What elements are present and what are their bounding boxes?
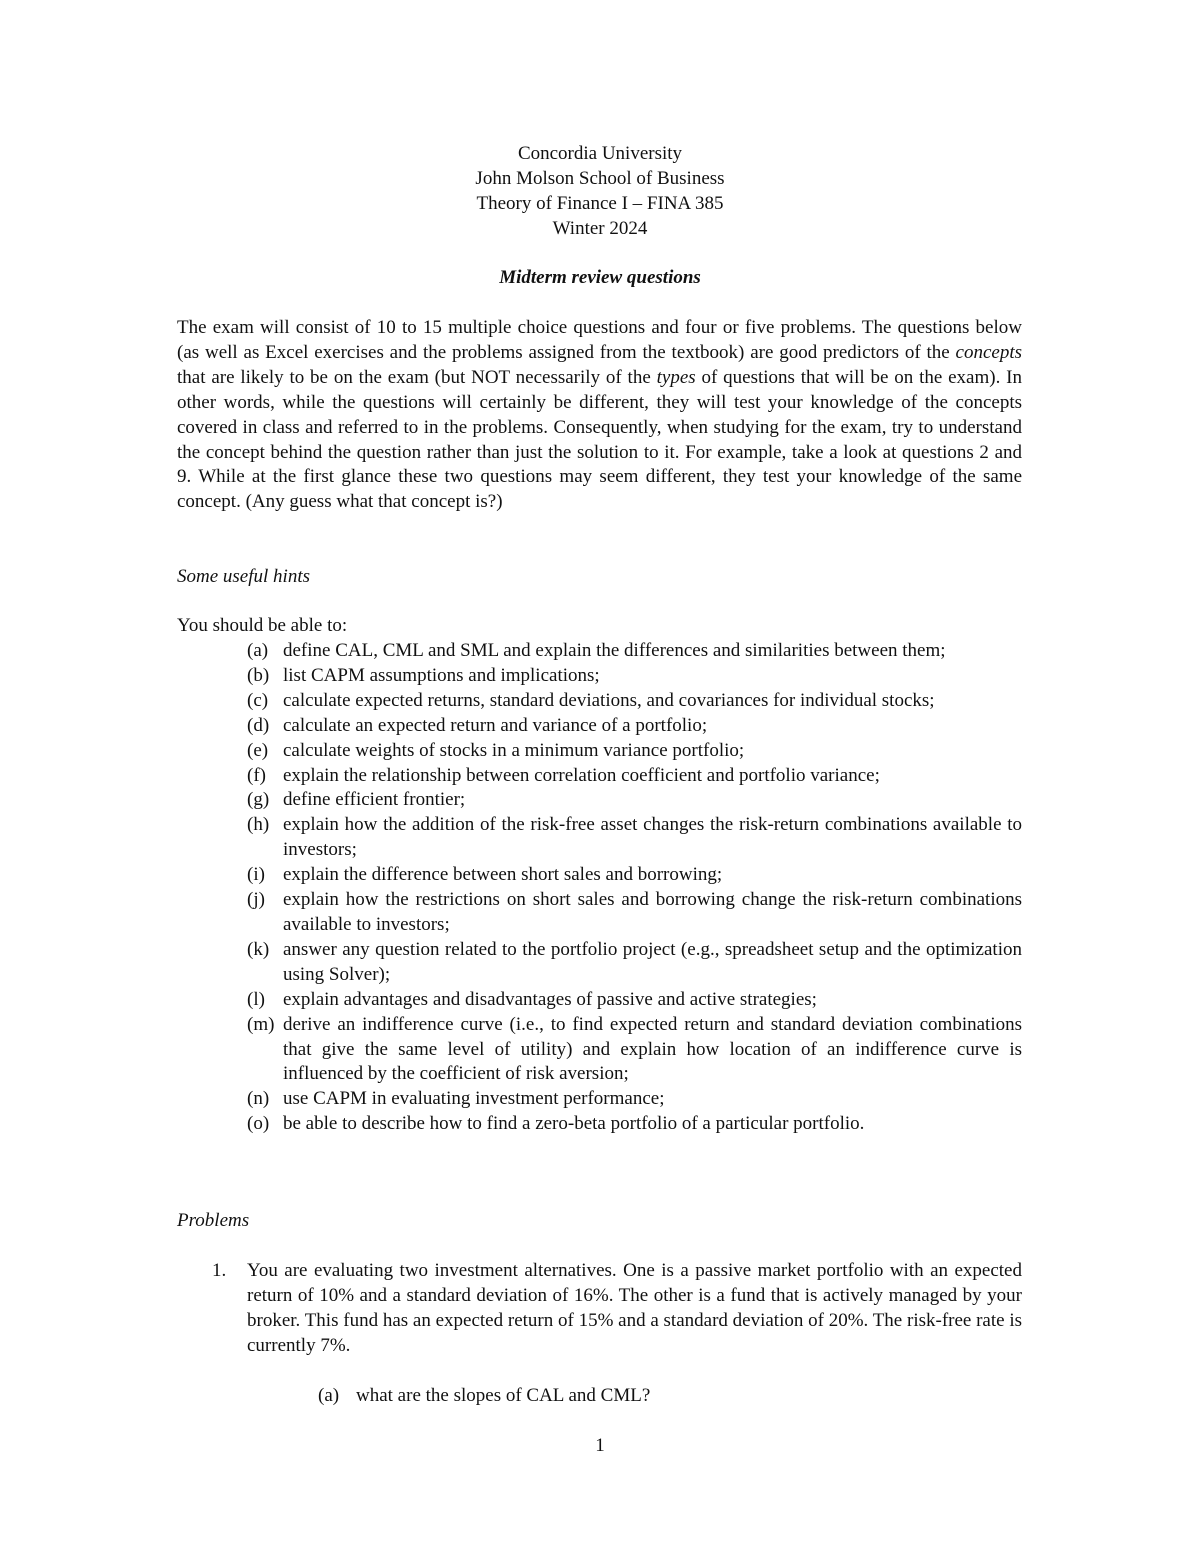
skill-item	[247, 689, 1022, 714]
skill-marker: (o)	[247, 1113, 270, 1135]
school-name: John Molson School of Business	[475, 167, 725, 189]
skill-text: explain how the restrictions on short sales and borrowing change the risk-return combinations available to investors;	[283, 889, 1022, 935]
skill-item	[247, 863, 1022, 888]
skill-marker: (h)	[247, 814, 270, 836]
skill-item	[247, 714, 1022, 739]
skill-text: use CAPM in evaluating investment performance;	[283, 1088, 665, 1110]
subquestion-marker: (a)	[318, 1385, 340, 1406]
skill-marker: (e)	[247, 739, 269, 761]
university-name: Concordia University	[517, 143, 683, 164]
skill-marker: (n)	[247, 1088, 270, 1110]
problem-number: 1.	[212, 1260, 227, 1281]
subquestion-text: what are the slopes of CAL and CML?	[356, 1385, 651, 1406]
skill-marker: (k)	[247, 938, 270, 960]
problem-item	[212, 1259, 1022, 1359]
skill-marker: (i)	[247, 864, 265, 886]
skill-marker: (b)	[247, 664, 270, 686]
skills-list	[247, 639, 1022, 1137]
skill-text: define efficient frontier;	[283, 789, 466, 811]
skill-item	[247, 639, 1022, 664]
skill-marker: (g)	[247, 789, 270, 811]
skill-marker: (d)	[247, 714, 270, 736]
skill-text: list CAPM assumptions and implications;	[283, 664, 600, 686]
hints-heading: Some useful hints	[177, 566, 310, 587]
problem-subquestion	[318, 1384, 650, 1409]
skill-text: calculate weights of stocks in a minimum variance portfolio;	[283, 739, 745, 761]
document-title: Midterm review questions	[499, 267, 701, 288]
skill-marker: (c)	[247, 689, 269, 711]
problem-text: You are evaluating two investment alternatives. One is a passive market portfolio with an expected return of 10% and a standard deviation of 16%. The other is a fund that is actively managed by your broker. This fund has an expected return of 15% and a standard deviation of 20%. The risk-free rate is currently 7%.	[247, 1260, 1022, 1356]
intro-text-2: that are likely to be on the exam (but NOT necessarily of the	[177, 366, 657, 388]
skill-marker: (a)	[247, 640, 269, 661]
skill-item	[247, 764, 1022, 789]
skill-item	[247, 788, 1022, 813]
skill-text: explain advantages and disadvantages of passive and active strategies;	[283, 988, 817, 1010]
skill-text: answer any question related to the portfolio project (e.g., spreadsheet setup and the optimization using Solver);	[283, 938, 1022, 985]
document-header	[0, 142, 1200, 242]
term: Winter 2024	[552, 217, 648, 239]
skill-marker: (j)	[247, 889, 265, 911]
intro-emphasis-concepts: concepts	[955, 341, 1022, 363]
page-number: 1	[595, 1435, 605, 1456]
skill-item	[247, 1013, 1022, 1088]
skill-text: calculate expected returns, standard deviations, and covariances for individual stocks;	[283, 689, 935, 711]
skill-marker: (l)	[247, 988, 265, 1010]
skill-text: explain how the addition of the risk-free asset changes the risk-return combinations available to investors;	[283, 814, 1022, 861]
skill-item	[247, 813, 1022, 863]
skill-marker: (m)	[247, 1013, 275, 1035]
skill-text: derive an indifference curve (i.e., to find expected return and standard deviation combinations that give the same level of utility) and explain how location of an indifference curve is influenced by the coefficient of risk aversion;	[283, 1013, 1022, 1085]
intro-text-3: of questions that will be on the exam). In other words, while the questions will certainly be different, they will test your knowledge of the concepts covered in class and referred to in the problems. Consequently, when studying for the exam, try to understand the concept behind the question rather than just the solution to it. For example, take a look at questions 2 and 9. While at the first glance these two questions may seem different, they test your knowledge of the same concept. (Any guess what that concept is?)	[177, 366, 1022, 513]
skill-item	[247, 1112, 1022, 1137]
skill-item	[247, 1087, 1022, 1112]
skill-text: define CAL, CML and SML and explain the differences and similarities between them;	[283, 640, 946, 661]
skill-marker: (f)	[247, 764, 266, 786]
skill-item	[247, 888, 1022, 938]
problems-heading: Problems	[177, 1210, 250, 1231]
hints-lead: You should be able to:	[177, 615, 348, 636]
skill-item	[247, 938, 1022, 988]
skill-text: be able to describe how to find a zero-beta portfolio of a particular portfolio.	[283, 1113, 865, 1135]
skill-text: explain the difference between short sales and borrowing;	[283, 864, 723, 886]
skill-text: calculate an expected return and variance of a portfolio;	[283, 714, 708, 736]
course-name: Theory of Finance I – FINA 385	[476, 192, 724, 214]
intro-text-1: The exam will consist of 10 to 15 multiple choice questions and four or five problems. The questions below (as well as Excel exercises and the problems assigned from the textbook) are good predictors of the	[177, 317, 1022, 363]
intro-paragraph	[177, 316, 1022, 515]
skill-item	[247, 988, 1022, 1013]
skill-text: explain the relationship between correlation coefficient and portfolio variance;	[283, 764, 880, 786]
skill-item	[247, 664, 1022, 689]
skill-item	[247, 739, 1022, 764]
intro-emphasis-types: types	[656, 366, 696, 388]
